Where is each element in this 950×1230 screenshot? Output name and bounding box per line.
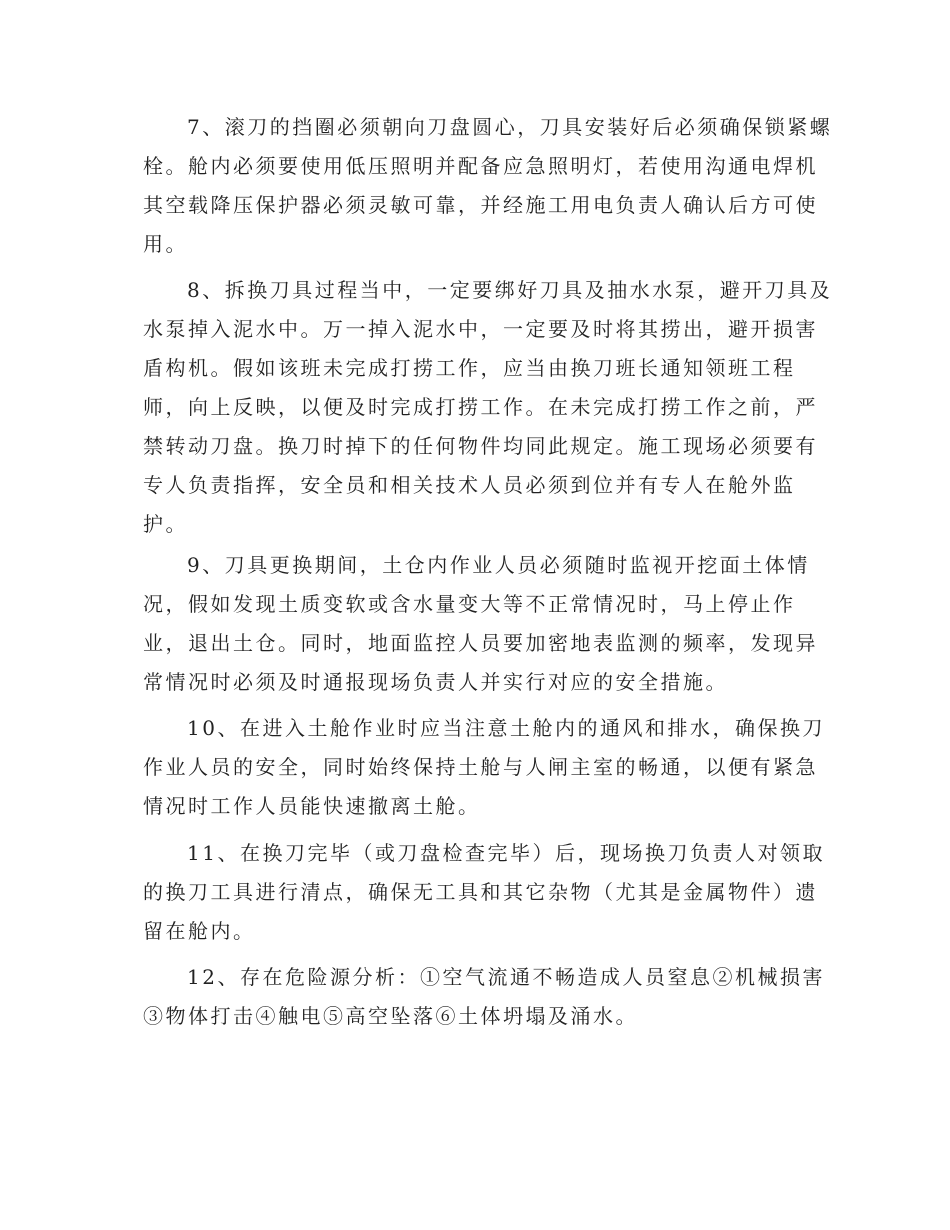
text-line: 9、刀具更换期间，土仓内作业人员必须随时监视开挖面土体情 [187,553,810,577]
text-line: 12、存在危险源分析：①空气流通不畅造成人员窒息②机械损害 [187,965,825,989]
paragraph-7 [143,108,832,264]
text-line: 专人负责指挥，安全员和相关技术人员必须到位并有专人在舱外监 [143,473,796,497]
paragraph-8 [143,271,832,544]
text-line: 10、在进入土舱作业时应当注意土舱内的通风和排水，确保换刀 [187,716,825,740]
text-line: 情况时工作人员能快速撤离土舱。 [143,794,481,818]
paragraph-9 [143,546,818,702]
text-line: 禁转动刀盘。换刀时掉下的任何物件均同此规定。施工现场必须要有 [143,434,818,458]
text-line: 其空载降压保护器必须灵敏可靠，并经施工用电负责人确认后方可使 [143,193,818,217]
text-line: 留在舱内。 [143,919,256,943]
paragraph-12 [143,958,825,1036]
text-line: 8、拆换刀具过程当中，一定要绑好刀具及抽水水泵，避开刀具及 [187,278,833,302]
text-line: 护。 [143,512,188,536]
paragraph-11 [143,834,825,951]
text-line: 况，假如发现土质变软或含水量变大等不正常情况时，马上停止作 [143,592,796,616]
text-line: 常情况时必须及时通报现场负责人并实行对应的安全措施。 [143,670,728,694]
text-line: 的换刀工具进行清点，确保无工具和其它杂物（尤其是金属物件）遗 [143,880,818,904]
text-line: 业，退出土仓。同时，地面监控人员要加密地表监测的频率，发现异 [143,631,818,655]
text-line: 作业人员的安全，同时始终保持土舱与人闸主室的畅通，以便有紧急 [143,755,818,779]
text-line: 师，向上反映，以便及时完成打捞工作。在未完成打捞工作之前，严 [143,395,818,419]
text-line: 水泵掉入泥水中。万一掉入泥水中，一定要及时将其捞出，避开损害 [143,317,818,341]
text-line: 用。 [143,232,188,256]
text-line: 11、在换刀完毕（或刀盘检查完毕）后，现场换刀负责人对领取 [187,841,825,865]
text-line: 7、滚刀的挡圈必须朝向刀盘圆心，刀具安装好后必须确保锁紧螺 [187,115,833,139]
text-line: 栓。舱内必须要使用低压照明并配备应急照明灯，若使用沟通电焊机 [143,154,818,178]
text-line: 盾构机。假如该班未完成打捞工作，应当由换刀班长通知领班工程 [143,356,796,380]
paragraph-10 [143,709,825,826]
text-line: ③物体打击④触电⑤高空坠落⑥土体坍塌及涌水。 [143,1004,638,1028]
